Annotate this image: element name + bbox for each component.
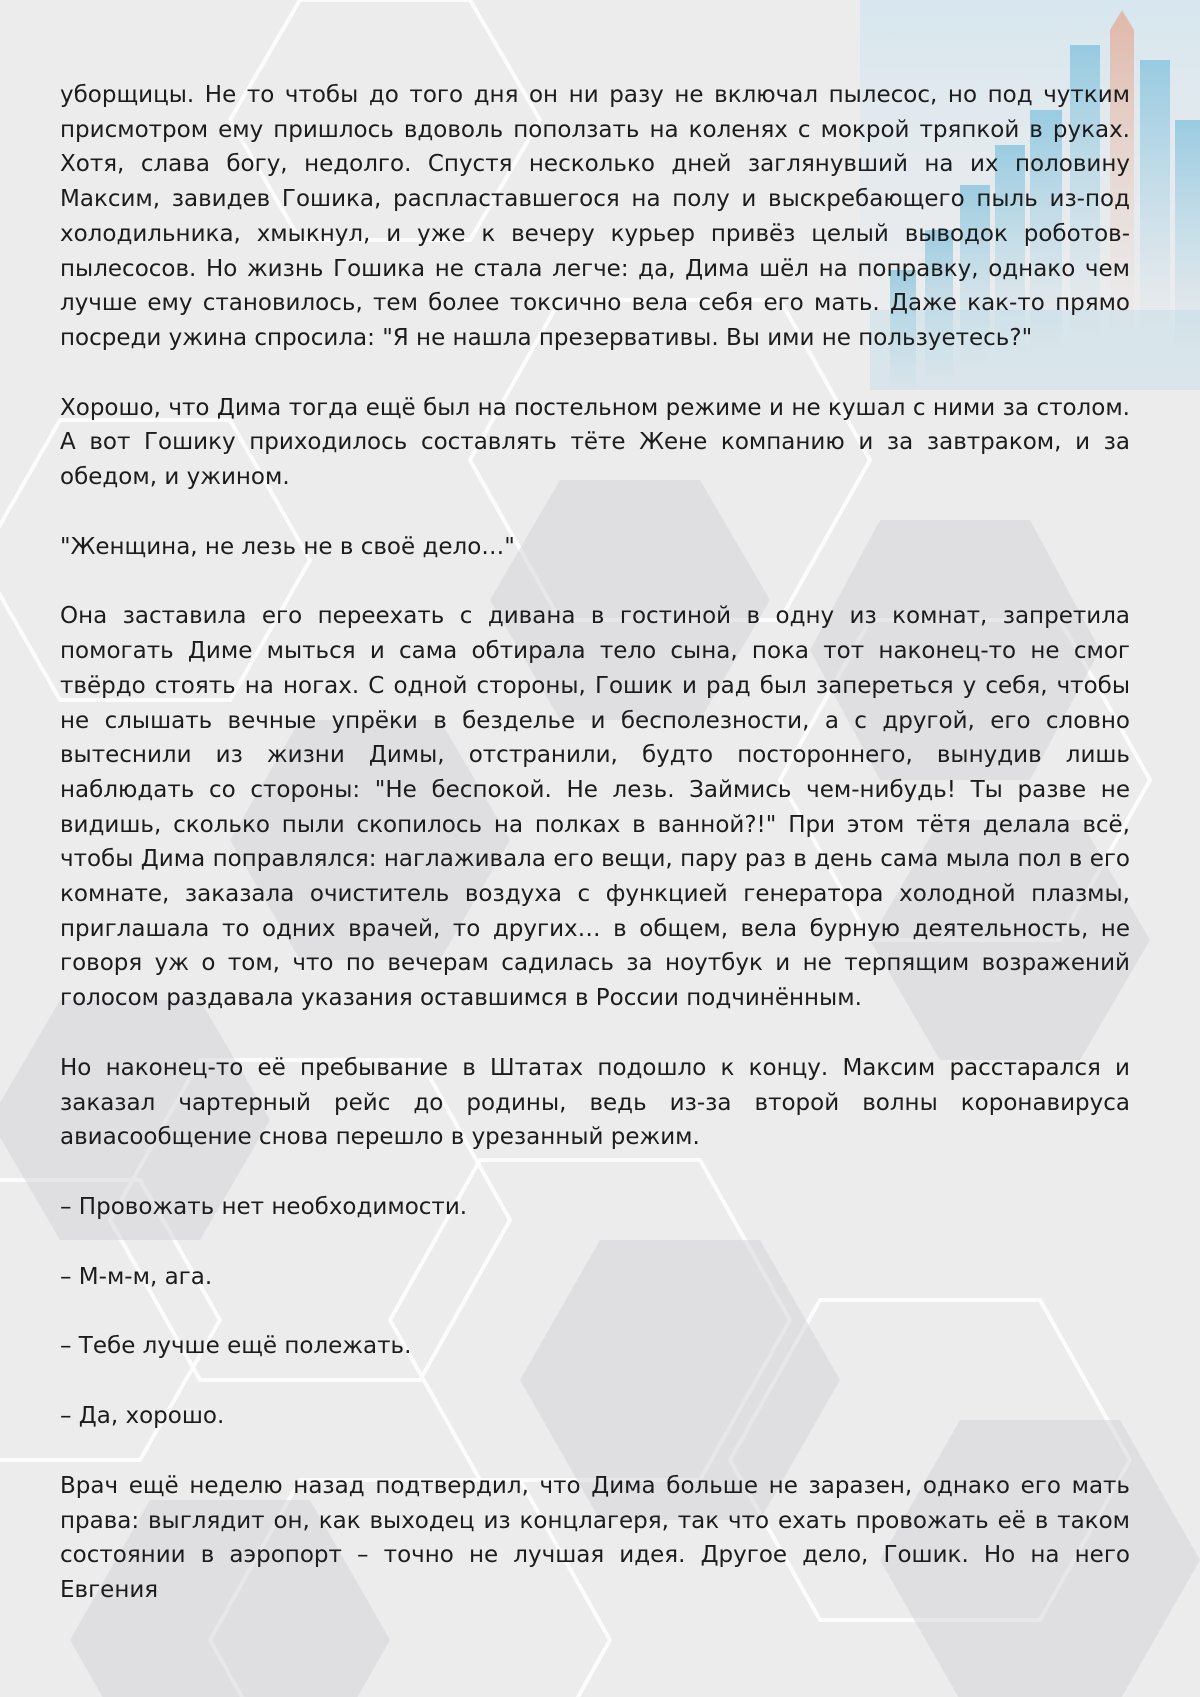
dialog-line-4: – Да, хорошо.: [60, 1403, 225, 1430]
paragraph-3: "Женщина, не лезь не в своё дело…": [60, 533, 515, 560]
paragraph-4: Она заставила его переехать с дивана в гостиной в одну из комнат, запретила помогать Диме мыться и сама обтирала тело сына, пока тот наконец-то не смог твёрдо стоять на ногах. С одной стороны, Гошик и рад был запереться у себя, чтобы не слышать вечные упрёки в безделье и бесполезности, а с другой, его словно вытеснили из жизни Димы, отстранили, будто постороннего, вынудив лишь наблюдать со стороны: "Не беспокой. Не лезь. Займись чем-нибудь! Ты разве не видишь, сколько пыли скопилось на полках в ванной?!" При этом тётя делала всё, чтобы Дима поправлялся: наглаживала его вещи, пару раз в день сама мыла пол в его комнате, заказала очиститель воздуха с функцией генератора холодной плазмы, приглашала то одних врачей, то других… в общем, вела бурную деятельность, не говоря уж о том, что по вечерам садилась за ноутбук и не терпящим возражений голосом раздавала указания оставшимся в России подчинённым.: [60, 603, 1130, 1012]
dialog-line-3: – Тебе лучше ещё полежать.: [60, 1333, 412, 1360]
dialog-line-2: – М-м-м, ага.: [60, 1263, 213, 1290]
paragraph-2: Хорошо, что Дима тогда ещё был на постельном режиме и не кушал с ними за столом. А вот Гошику приходилось составлять тёте Жене компанию и за завтраком, и за обедом, и ужином.: [60, 394, 1130, 491]
dialog-line-1: – Провожать нет необходимости.: [60, 1193, 468, 1220]
document-body: [60, 78, 1130, 1643]
paragraph-5: Но наконец-то её пребывание в Штатах подошло к концу. Максим расстарался и заказал чартерный рейс до родины, ведь из-за второй волны коронавируса авиасообщение снова перешло в урезанный режим.: [60, 1054, 1130, 1151]
paragraph-1: уборщицы. Не то чтобы до того дня он ни разу не включал пылесос, но под чутким присмотром ему пришлось вдоволь поползать на коленях с мокрой тряпкой в руках. Хотя, слава богу, недолго. Спустя несколько дней заглянувший на их половину Максим, завидев Гошика, распластавшегося на полу и выскребающего пыль из-под холодильника, хмыкнул, и уже к вечеру курьер привёз целый выводок роботов-пылесосов. Но жизнь Гошика не стала легче: да, Дима шёл на поправку, однако чем лучше ему становилось, тем более токсично вела себя его мать. Даже как-то прямо посреди ужина спросила: "Я не нашла презервативы. Вы ими не пользуетесь?": [60, 82, 1130, 351]
paragraph-6: Врач ещё неделю назад подтвердил, что Дима больше не заразен, однако его мать права: выглядит он, как выходец из концлагеря, так что ехать провожать её в таком состоянии в аэропорт – точно не лучшая идея. Другое дело, Гошик. Но на него Евгения: [60, 1472, 1130, 1603]
